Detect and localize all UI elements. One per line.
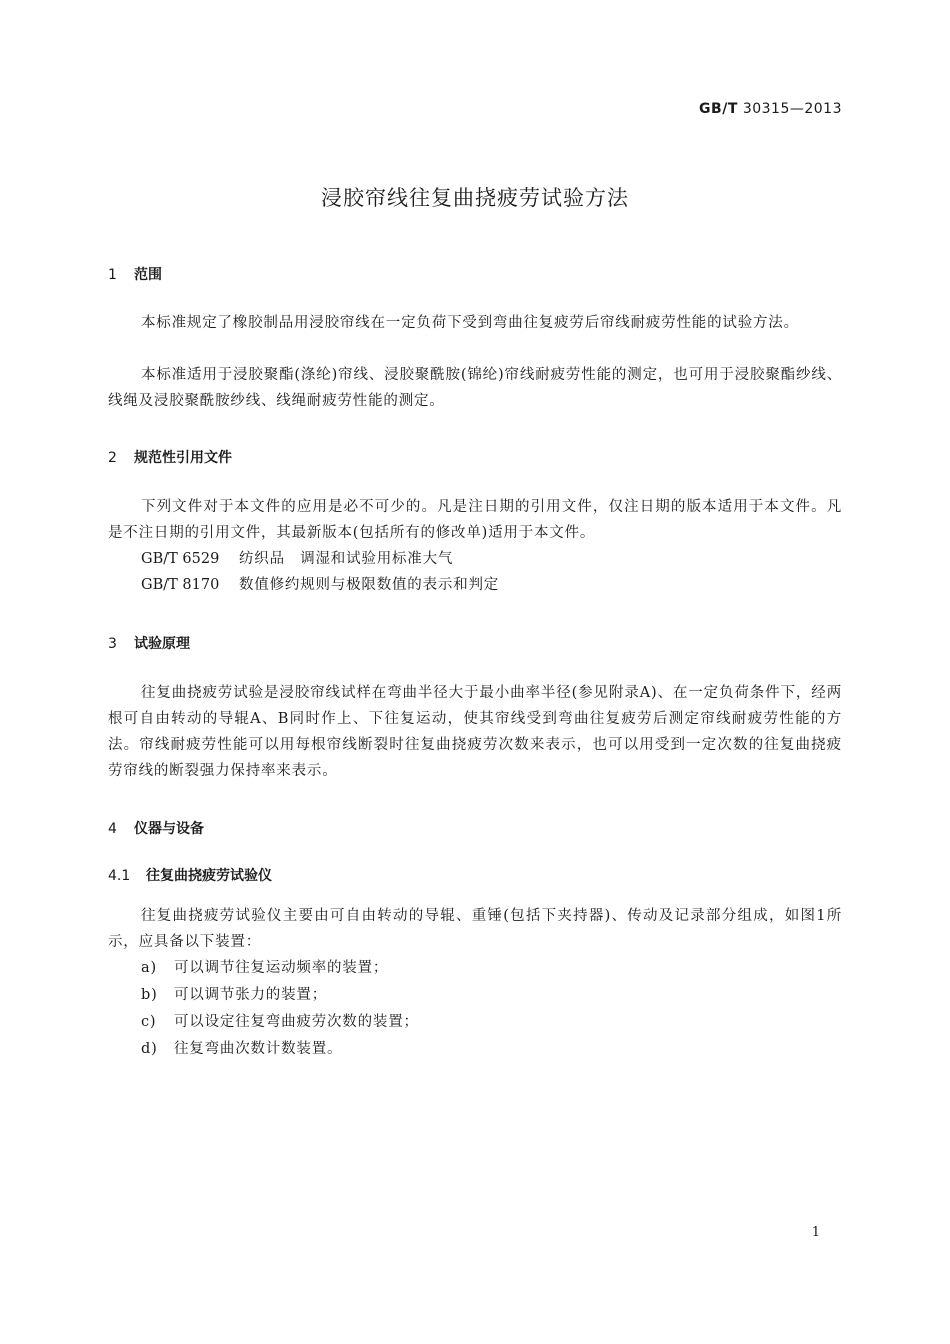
section-heading-test-principle: [108, 633, 190, 653]
subsection-heading-fatigue-tester: [108, 865, 272, 885]
paragraph: 往复曲挠疲劳试验仪主要由可自由转动的导辊、重锤(包括下夹持器)、传动及记录部分组成，如图1所示，应具备以下装置：: [108, 908, 842, 950]
section-number: 2: [108, 450, 117, 466]
list-item: [141, 982, 327, 1008]
list-item-text: 可以调节张力的装置；: [174, 987, 327, 1003]
list-item: [141, 1036, 342, 1062]
section-number: 3: [108, 636, 117, 652]
list-item-label: b): [141, 987, 158, 1003]
standard-code-prefix: GB/T: [699, 101, 738, 117]
section-title: 试验原理: [134, 636, 190, 652]
document-title: 浸胶帘线往复曲挠疲劳试验方法: [321, 186, 629, 210]
reference-code: GB/T 8170: [141, 577, 220, 593]
paragraph: 下列文件对于本文件的应用是必不可少的。凡是注日期的引用文件，仅注日期的版本适用于本文件。凡是不注日期的引用文件，其最新版本(包括所有的修改单)适用于本文件。: [108, 499, 842, 541]
section-heading-normative-references: [108, 447, 232, 467]
list-item-text: 可以调节往复运动频率的装置；: [174, 960, 389, 976]
section-title: 仪器与设备: [134, 821, 204, 837]
section-title: 规范性引用文件: [134, 450, 232, 466]
paragraph: 本标准规定了橡胶制品用浸胶帘线在一定负荷下受到弯曲往复疲劳后帘线耐疲劳性能的试验方法。: [141, 315, 799, 331]
standard-code: [699, 101, 842, 117]
reference-item: [141, 572, 499, 598]
standard-code-number: 30315—2013: [742, 101, 842, 117]
reference-code: GB/T 6529: [141, 551, 220, 567]
list-item: [141, 1009, 419, 1035]
section-number: 4: [108, 821, 117, 837]
section-number: 1: [108, 267, 117, 283]
paragraph: 往复曲挠疲劳试验是浸胶帘线试样在弯曲半径大于最小曲率半径(参见附录A)、在一定负荷条件下，经两根可自由转动的导辊A、B同时作上、下往复运动，使其帘线受到弯曲往复疲劳后测定帘线耐疲劳性能的方法。帘线耐疲劳性能可以用每根帘线断裂时往复曲挠疲劳次数来表示，也可以用受到一定次数的往复曲挠疲劳帘线的断裂强力保持率来表示。: [108, 685, 842, 779]
reference-title: 纺织品 调湿和试验用标准大气: [239, 551, 454, 567]
list-item-label: c): [141, 1014, 157, 1030]
list-item-label: d): [141, 1041, 158, 1057]
section-title: 往复曲挠疲劳试验仪: [146, 868, 272, 884]
reference-item: [141, 546, 453, 572]
list-item-text: 可以设定往复弯曲疲劳次数的装置；: [174, 1014, 419, 1030]
list-item: [141, 955, 388, 981]
list-item-label: a): [141, 960, 157, 976]
list-item-text: 往复弯曲次数计数装置。: [174, 1041, 343, 1057]
section-heading-apparatus: [108, 818, 204, 838]
section-number: 4.1: [108, 868, 131, 884]
paragraph: 本标准适用于浸胶聚酯(涤纶)帘线、浸胶聚酰胺(锦纶)帘线耐疲劳性能的测定，也可用于浸胶聚酯纱线、线绳及浸胶聚酰胺纱线、线绳耐疲劳性能的测定。: [108, 367, 842, 409]
section-heading-scope: [108, 264, 162, 284]
page-number: 1: [811, 1225, 820, 1240]
reference-title: 数值修约规则与极限数值的表示和判定: [239, 577, 500, 593]
section-title: 范围: [134, 267, 162, 283]
